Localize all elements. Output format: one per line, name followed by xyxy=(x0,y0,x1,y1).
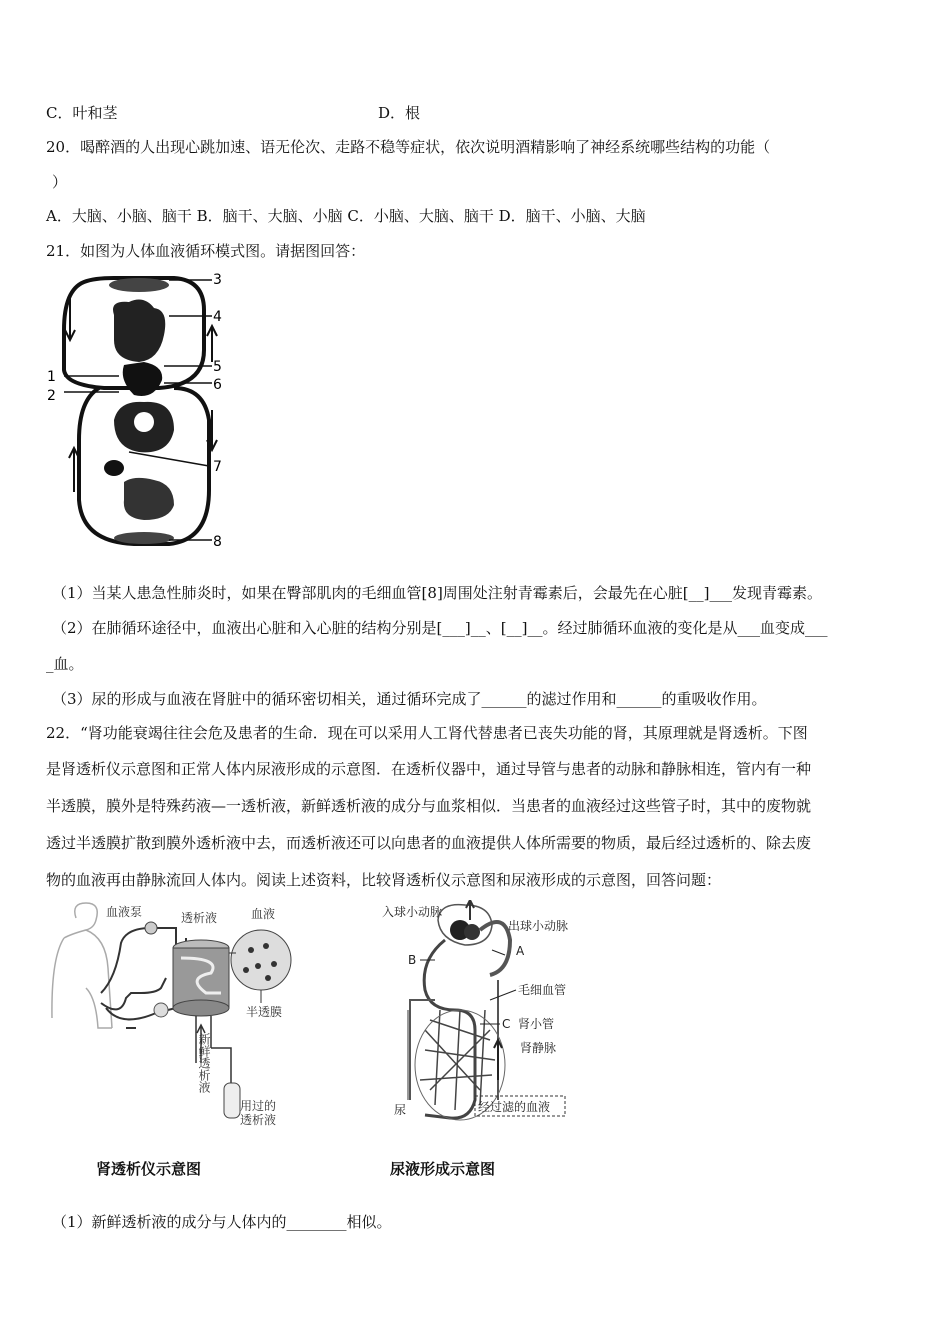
q22-line1: 22．“肾功能衰竭往往会危及患者的生命．现在可以采用人工肾代替患者已丧失功能的肾，其原理就是肾透析。下图 xyxy=(46,724,808,742)
label-b: B xyxy=(408,953,417,967)
caption-dialysis: 肾透析仪示意图 xyxy=(96,1160,202,1178)
q22-part1: （1）新鲜透析液的成分与人体内的________相似。 xyxy=(52,1213,392,1231)
q20-stem-cont: ） xyxy=(52,173,68,191)
label-3: 3 xyxy=(213,272,222,288)
label-capillary: 毛细血管 xyxy=(518,983,567,997)
q22-line4: 透过半透膜扩散到膜外透析液中去，而透析液还可以向患者的血液提供人体所需要的物质，最后经过透析的、除去废 xyxy=(46,834,812,852)
q22-line3: 半透膜，膜外是特殊药液—一透析液，新鲜透析液的成分与血浆相似．当患者的血液经过这些管子时，其中的废物就 xyxy=(46,797,812,815)
label-used-2: 透析液 xyxy=(240,1113,277,1127)
label-4: 4 xyxy=(213,309,222,325)
label-efferent: 出球小动脉 xyxy=(508,919,569,933)
label-a: A xyxy=(516,944,525,958)
q21-part1: （1）当某人患急性肺炎时，如果在臀部肌肉的毛细血管[8]周围处注射青霉素后，会最先在心脏[__]___发现青霉素。 xyxy=(52,584,822,602)
label-c: C xyxy=(502,1017,511,1031)
label-afferent: 入球小动脉 xyxy=(382,905,443,919)
label-1: 1 xyxy=(47,369,56,385)
q22-line2: 是肾透析仪示意图和正常人体内尿液形成的示意图．在透析仪器中，通过导管与患者的动脉和静脉相连，管内有一种 xyxy=(46,760,812,778)
caption-urine-formation: 尿液形成示意图 xyxy=(390,1160,496,1178)
label-used-1: 用过的 xyxy=(240,1099,277,1113)
q20-stem: 20．喝醉酒的人出现心跳加速、语无伦次、走路不稳等症状，依次说明酒精影响了神经系统哪些结构的功能（ xyxy=(46,138,771,156)
label-vein: 肾静脉 xyxy=(520,1041,557,1055)
label-6: 6 xyxy=(213,377,222,393)
label-fresh-fluid: 新鲜透析液 xyxy=(197,1033,211,1093)
label-pump: 血液泵 xyxy=(106,905,143,919)
q19-option-c: C．叶和茎 xyxy=(46,104,118,122)
q21-part2-cont: _血。 xyxy=(46,655,84,673)
label-5: 5 xyxy=(213,359,222,375)
dialysis-diagram xyxy=(46,898,306,1133)
label-filtered-blood: 经过滤的血液 xyxy=(478,1100,551,1114)
label-8: 8 xyxy=(213,534,222,550)
circulation-diagram xyxy=(44,270,234,555)
q20-options: A．大脑、小脑、脑干 B．脑干、大脑、小脑 C．小脑、大脑、脑干 D．脑干、小脑、大脑 xyxy=(46,207,646,225)
label-tubule: 肾小管 xyxy=(518,1017,555,1031)
q22-line5: 物的血液再由静脉流回人体内。阅读上述资料，比较肾透析仪示意图和尿液形成的示意图，回答问题： xyxy=(46,871,722,889)
label-2: 2 xyxy=(47,388,56,404)
label-membrane: 半透膜 xyxy=(246,1005,283,1019)
label-7: 7 xyxy=(213,459,222,475)
q19-option-d: D．根 xyxy=(378,104,421,122)
label-urine: 尿 xyxy=(394,1103,407,1117)
label-dialysis-fluid: 透析液 xyxy=(181,911,218,925)
q21-part2: （2）在肺循环途径中，血液出心脏和入心脏的结构分别是[___]__、[__]__。经过肺循环血液的变化是从___血变成___ xyxy=(52,619,828,637)
urine-formation-diagram xyxy=(380,900,590,1130)
q21-part3: （3）尿的形成与血液在肾脏中的循环密切相关，通过循环完成了______的滤过作用和______的重吸收作用。 xyxy=(52,690,767,708)
q21-stem: 21．如图为人体血液循环模式图。请据图回答： xyxy=(46,242,366,260)
label-blood: 血液 xyxy=(251,907,276,921)
